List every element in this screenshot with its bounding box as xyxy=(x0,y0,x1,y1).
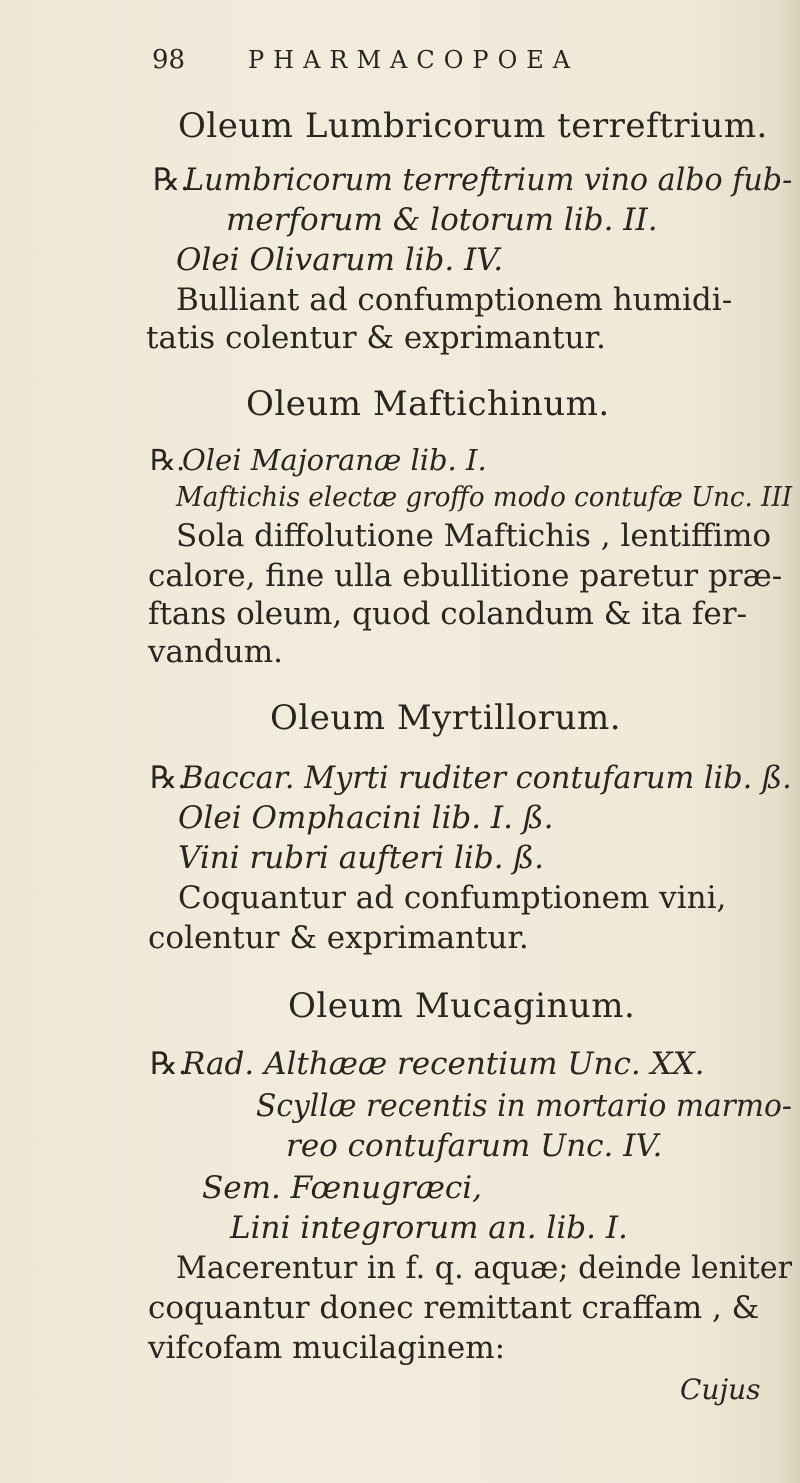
recipe-line: merforum & lotorum lib. II. xyxy=(226,202,658,238)
instruction-line: Bulliant ad confumptionem humidi- xyxy=(176,282,733,318)
running-title: PHARMACOPOEA xyxy=(248,46,580,74)
recipe-line: ℞.Baccar. Myrti ruditer contufarum lib. ß. xyxy=(150,760,792,796)
recipe-line: ℞.Rad. Althææ recentium Unc. XX. xyxy=(150,1046,705,1082)
recipe-line: Lini integrorum an. lib. I. xyxy=(230,1210,628,1246)
section-title-myrtillorum: Oleum Myrtillorum. xyxy=(270,698,622,738)
section-title-lumbricorum: Oleum Lumbricorum terreftrium. xyxy=(178,106,768,146)
recipe-symbol: ℞. xyxy=(150,760,187,796)
recipe-line: Olei Olivarum lib. IV. xyxy=(176,242,504,278)
instruction-line: coquantur donec remittant craffam , & xyxy=(148,1290,760,1326)
instruction-line: calore, fine ulla ebullitione paretur præ- xyxy=(148,558,783,594)
page-number: 98 xyxy=(152,45,186,75)
instruction-line: vandum. xyxy=(148,634,284,670)
section-title-mucaginum: Oleum Mucaginum. xyxy=(288,986,636,1026)
catchword: Cujus xyxy=(680,1373,761,1406)
recipe-line: Vini rubri aufteri lib. ß. xyxy=(178,840,544,876)
recipe-line: Olei Omphacini lib. I. ß. xyxy=(178,800,554,836)
instruction-line: ftans oleum, quod colandum & ita fer- xyxy=(148,596,748,632)
instruction-line: tatis colentur & exprimantur. xyxy=(146,320,606,356)
instruction-line: Macerentur in f. q. aquæ; deinde leniter xyxy=(176,1250,793,1286)
recipe-symbol: ℞. xyxy=(150,1046,188,1082)
recipe-line: ℞.Lumbricorum terreftrium vino albo fub- xyxy=(153,162,793,198)
section-title-maftichinum: Oleum Maftichinum. xyxy=(246,384,610,424)
recipe-symbol: ℞. xyxy=(153,162,190,198)
recipe-line: reo contufarum Unc. IV. xyxy=(286,1128,663,1164)
instruction-line: Coquantur ad confumptionem vini, xyxy=(178,880,727,916)
instruction-line: Sola diffolutione Maftichis , lentiffimo xyxy=(176,518,772,554)
recipe-line: ℞.Olei Majoranæ lib. I. xyxy=(150,443,487,477)
recipe-line: Scyllæ recentis in mortario marmo- xyxy=(256,1088,792,1124)
recipe-line: Maftichis electæ groffo modo contufæ Unc. III xyxy=(176,482,793,513)
recipe-symbol: ℞. xyxy=(150,443,186,477)
instruction-line: colentur & exprimantur. xyxy=(148,920,529,956)
recipe-line: Sem. Fœnugræci, xyxy=(202,1170,483,1206)
instruction-line: vifcofam mucilaginem: xyxy=(148,1330,506,1366)
